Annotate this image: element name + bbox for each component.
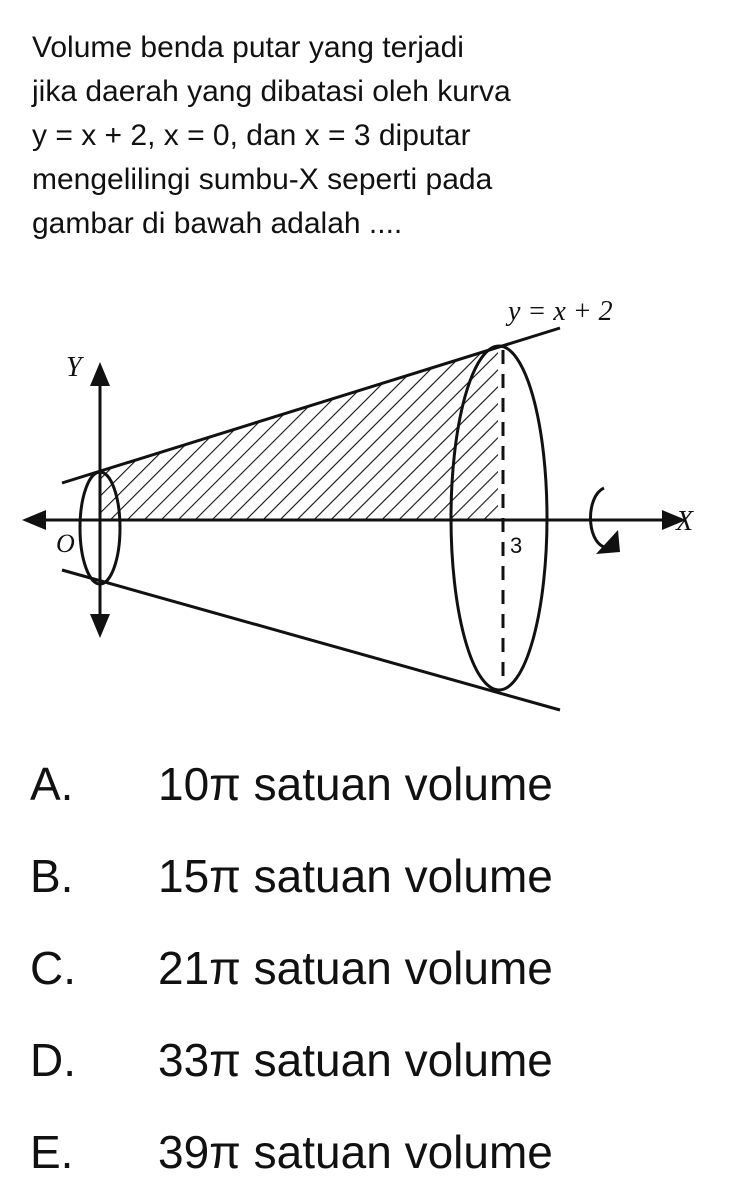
solid-of-revolution-figure: [0, 290, 732, 730]
question-text: [32, 26, 672, 246]
option-a[interactable]: [30, 738, 710, 830]
option-text: 39π satuan volume: [158, 1126, 553, 1178]
option-text: 15π satuan volume: [158, 850, 553, 902]
option-text: 21π satuan volume: [158, 942, 553, 994]
x-mark-label: 3: [510, 533, 523, 558]
question-line: mengelilingi sumbu-X seperti pada: [32, 163, 493, 196]
question-line: jika daerah yang dibatasi oleh kurva: [32, 75, 511, 108]
option-e[interactable]: [30, 1106, 710, 1198]
option-letter: A.: [30, 758, 74, 810]
option-letter: D.: [30, 1034, 76, 1086]
shaded-region: [100, 347, 498, 520]
option-b[interactable]: [30, 830, 710, 922]
answer-options: [30, 738, 710, 1198]
option-text: 10π satuan volume: [158, 758, 553, 810]
question-line: y = x + 2, x = 0, dan x = 3 diputar: [32, 119, 471, 152]
curve-label: y = x + 2: [508, 296, 613, 327]
y-axis-label: Y: [66, 352, 82, 383]
option-d[interactable]: [30, 1014, 710, 1106]
question-line: Volume benda putar yang terjadi: [32, 31, 464, 64]
question-line: gambar di bawah adalah ....: [32, 207, 403, 240]
option-c[interactable]: [30, 922, 710, 1014]
option-letter: E.: [30, 1126, 74, 1178]
option-letter: B.: [30, 850, 74, 902]
x-axis-label: X: [676, 506, 694, 537]
origin-label: O: [56, 529, 75, 558]
option-text: 33π satuan volume: [158, 1034, 553, 1086]
option-letter: C.: [30, 942, 76, 994]
